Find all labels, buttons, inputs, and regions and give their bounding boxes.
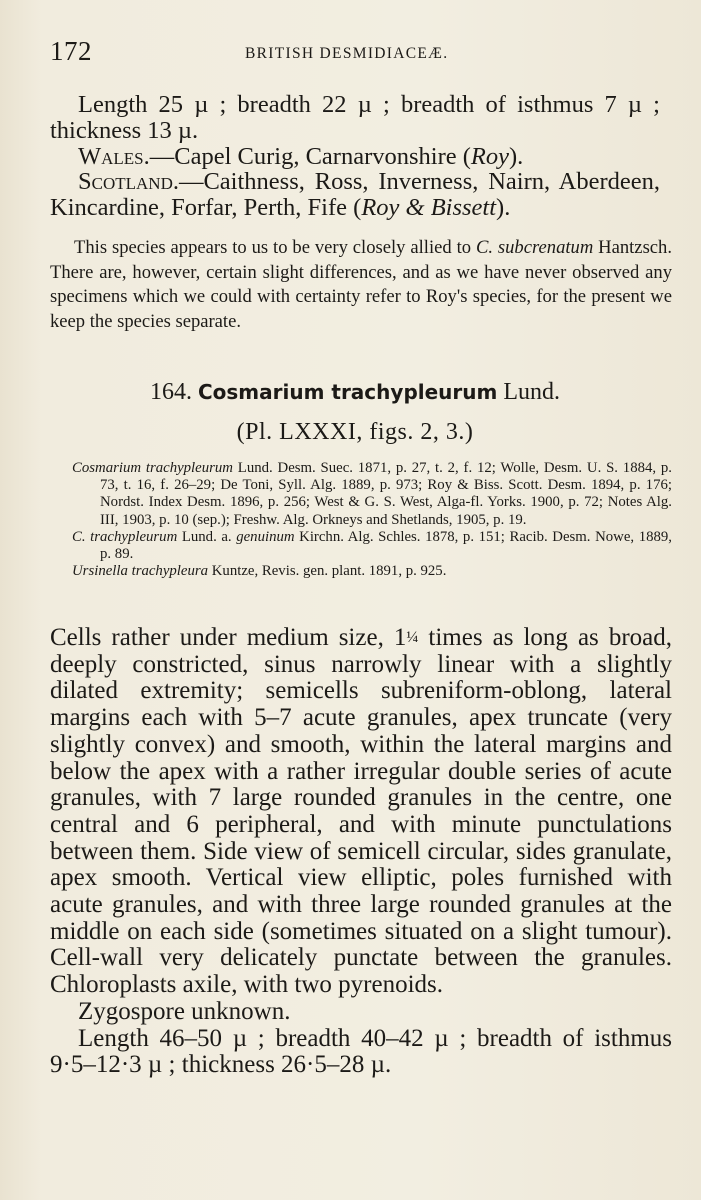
synonym-text: Lund. a.: [177, 528, 237, 545]
synonym-variety: genuinum: [236, 528, 295, 545]
measurements-line: Length 25 µ ; breadth 22 µ ; breadth of isthmus 7 µ ; thickness 13 µ.: [50, 91, 660, 144]
scotland-end: ).: [496, 194, 511, 222]
synonym-name: Ursinella trachypleura: [72, 563, 209, 580]
description-rest: times as long as broad, deeply constricted, sinus narrowly linear with a slightly dilated extremity; semicells subreniform-oblong, lateral margins each with 5–7 acute granules, apex truncate (very slightly convex) and smooth, within the lateral margins and below the apex with a rather irregular double series of acute granules, with 7 large rounded granules in the centre, one central and 6 peripheral, and with minute punctulations between them. Side view of semicell circular, sides granulate, apex smooth. Vertical view elliptic, poles furnished with acute granules, and with three large rounded granules at the middle on each side (sometimes situated on a slight tumour). Cell-wall very delicately punctate between the granules. Chloroplasts axile, with two pyrenoids.: [50, 624, 672, 999]
description-start: Cells rather under medium size, 1: [50, 624, 407, 651]
synonym-text: Kuntze, Revis. gen. plant. 1891, p. 925.: [208, 563, 447, 580]
species-name: Cosmarium trachypleurum: [197, 380, 498, 404]
scotland-text: .—Caithness, Ross, Inverness, Nairn, Aberdeen, Kincardine, Forfar, Perth, Fife (: [50, 168, 660, 222]
species-author: Lund.: [503, 379, 561, 405]
measurements-paragraph: Length 46–50 µ ; breadth 40–42 µ ; breadth of isthmus 9·5–12·3 µ ; thickness 26·5–28 µ.: [50, 1024, 672, 1079]
species-number: 164.: [149, 379, 192, 405]
species-heading: [50, 379, 660, 406]
synonym-entry: [72, 563, 672, 580]
wales-end: ).: [509, 142, 524, 170]
synonym-text: Lund. Desm. Suec. 1871, p. 27, t. 2, f. 12; Wolle, Desm. U. S. 1884, p. 73, t. 16, f. 26–29; De Toni, Syll. Alg. 1889, p. 973; Roy & Biss. Scott. Desm. 1894, p. 176; Nordst. Index Desm. 1896, p. 256; West & G. S. West, Alga-fl. Yorks. 1900, p. 72; Notes Alg. III, 1903, p. 10 (sep.); Freshw. Alg. Orkneys and Shetlands, 1905, p. 19.: [100, 460, 672, 528]
running-head: [50, 36, 651, 66]
wales-label: Wales: [78, 142, 144, 170]
species-note: [50, 236, 672, 334]
scotland-locality: [50, 169, 660, 221]
synonym-entry: [72, 460, 672, 529]
wales-locality: [50, 144, 660, 170]
synonymy-list: [72, 460, 672, 580]
note-paragraph: [50, 236, 672, 334]
synonym-text-2: Kirchn. Alg. Schles. 1878, p. 151; Racib. Desm. Nowe, 1889, p. 89.: [100, 528, 672, 563]
top-section: [50, 92, 660, 221]
scotland-label: Scotland: [78, 168, 173, 196]
species-description: [50, 625, 672, 1079]
note-species: C. subcrenatum: [475, 237, 594, 258]
synonym-entry: [72, 529, 672, 563]
zygospore-line: Zygospore unknown.: [78, 997, 291, 1025]
description-paragraph: [50, 625, 672, 999]
wales-text: .—Capel Curig, Carnarvonshire (: [143, 142, 471, 170]
note-text-start: This species appears to us to be very closely allied to: [74, 237, 476, 258]
synonym-name: C. trachypleurum: [72, 528, 178, 545]
scotland-author: Roy & Bissett: [361, 194, 497, 222]
note-text-end: Hantzsch. There are, however, certain slight differences, and as we have never observed any specimens which we could with certainty refer to Roy's species, for the present we keep the species separate.: [50, 237, 672, 332]
plate-reference: (Pl. LXXXI, figs. 2, 3.): [236, 419, 474, 445]
page-number: 172: [50, 36, 92, 66]
fraction: ¼: [406, 629, 419, 646]
header-title: BRITISH DESMIDIACEÆ.: [245, 45, 449, 62]
synonym-name: Cosmarium trachypleurum: [72, 460, 233, 476]
wales-author: Roy: [470, 142, 509, 170]
